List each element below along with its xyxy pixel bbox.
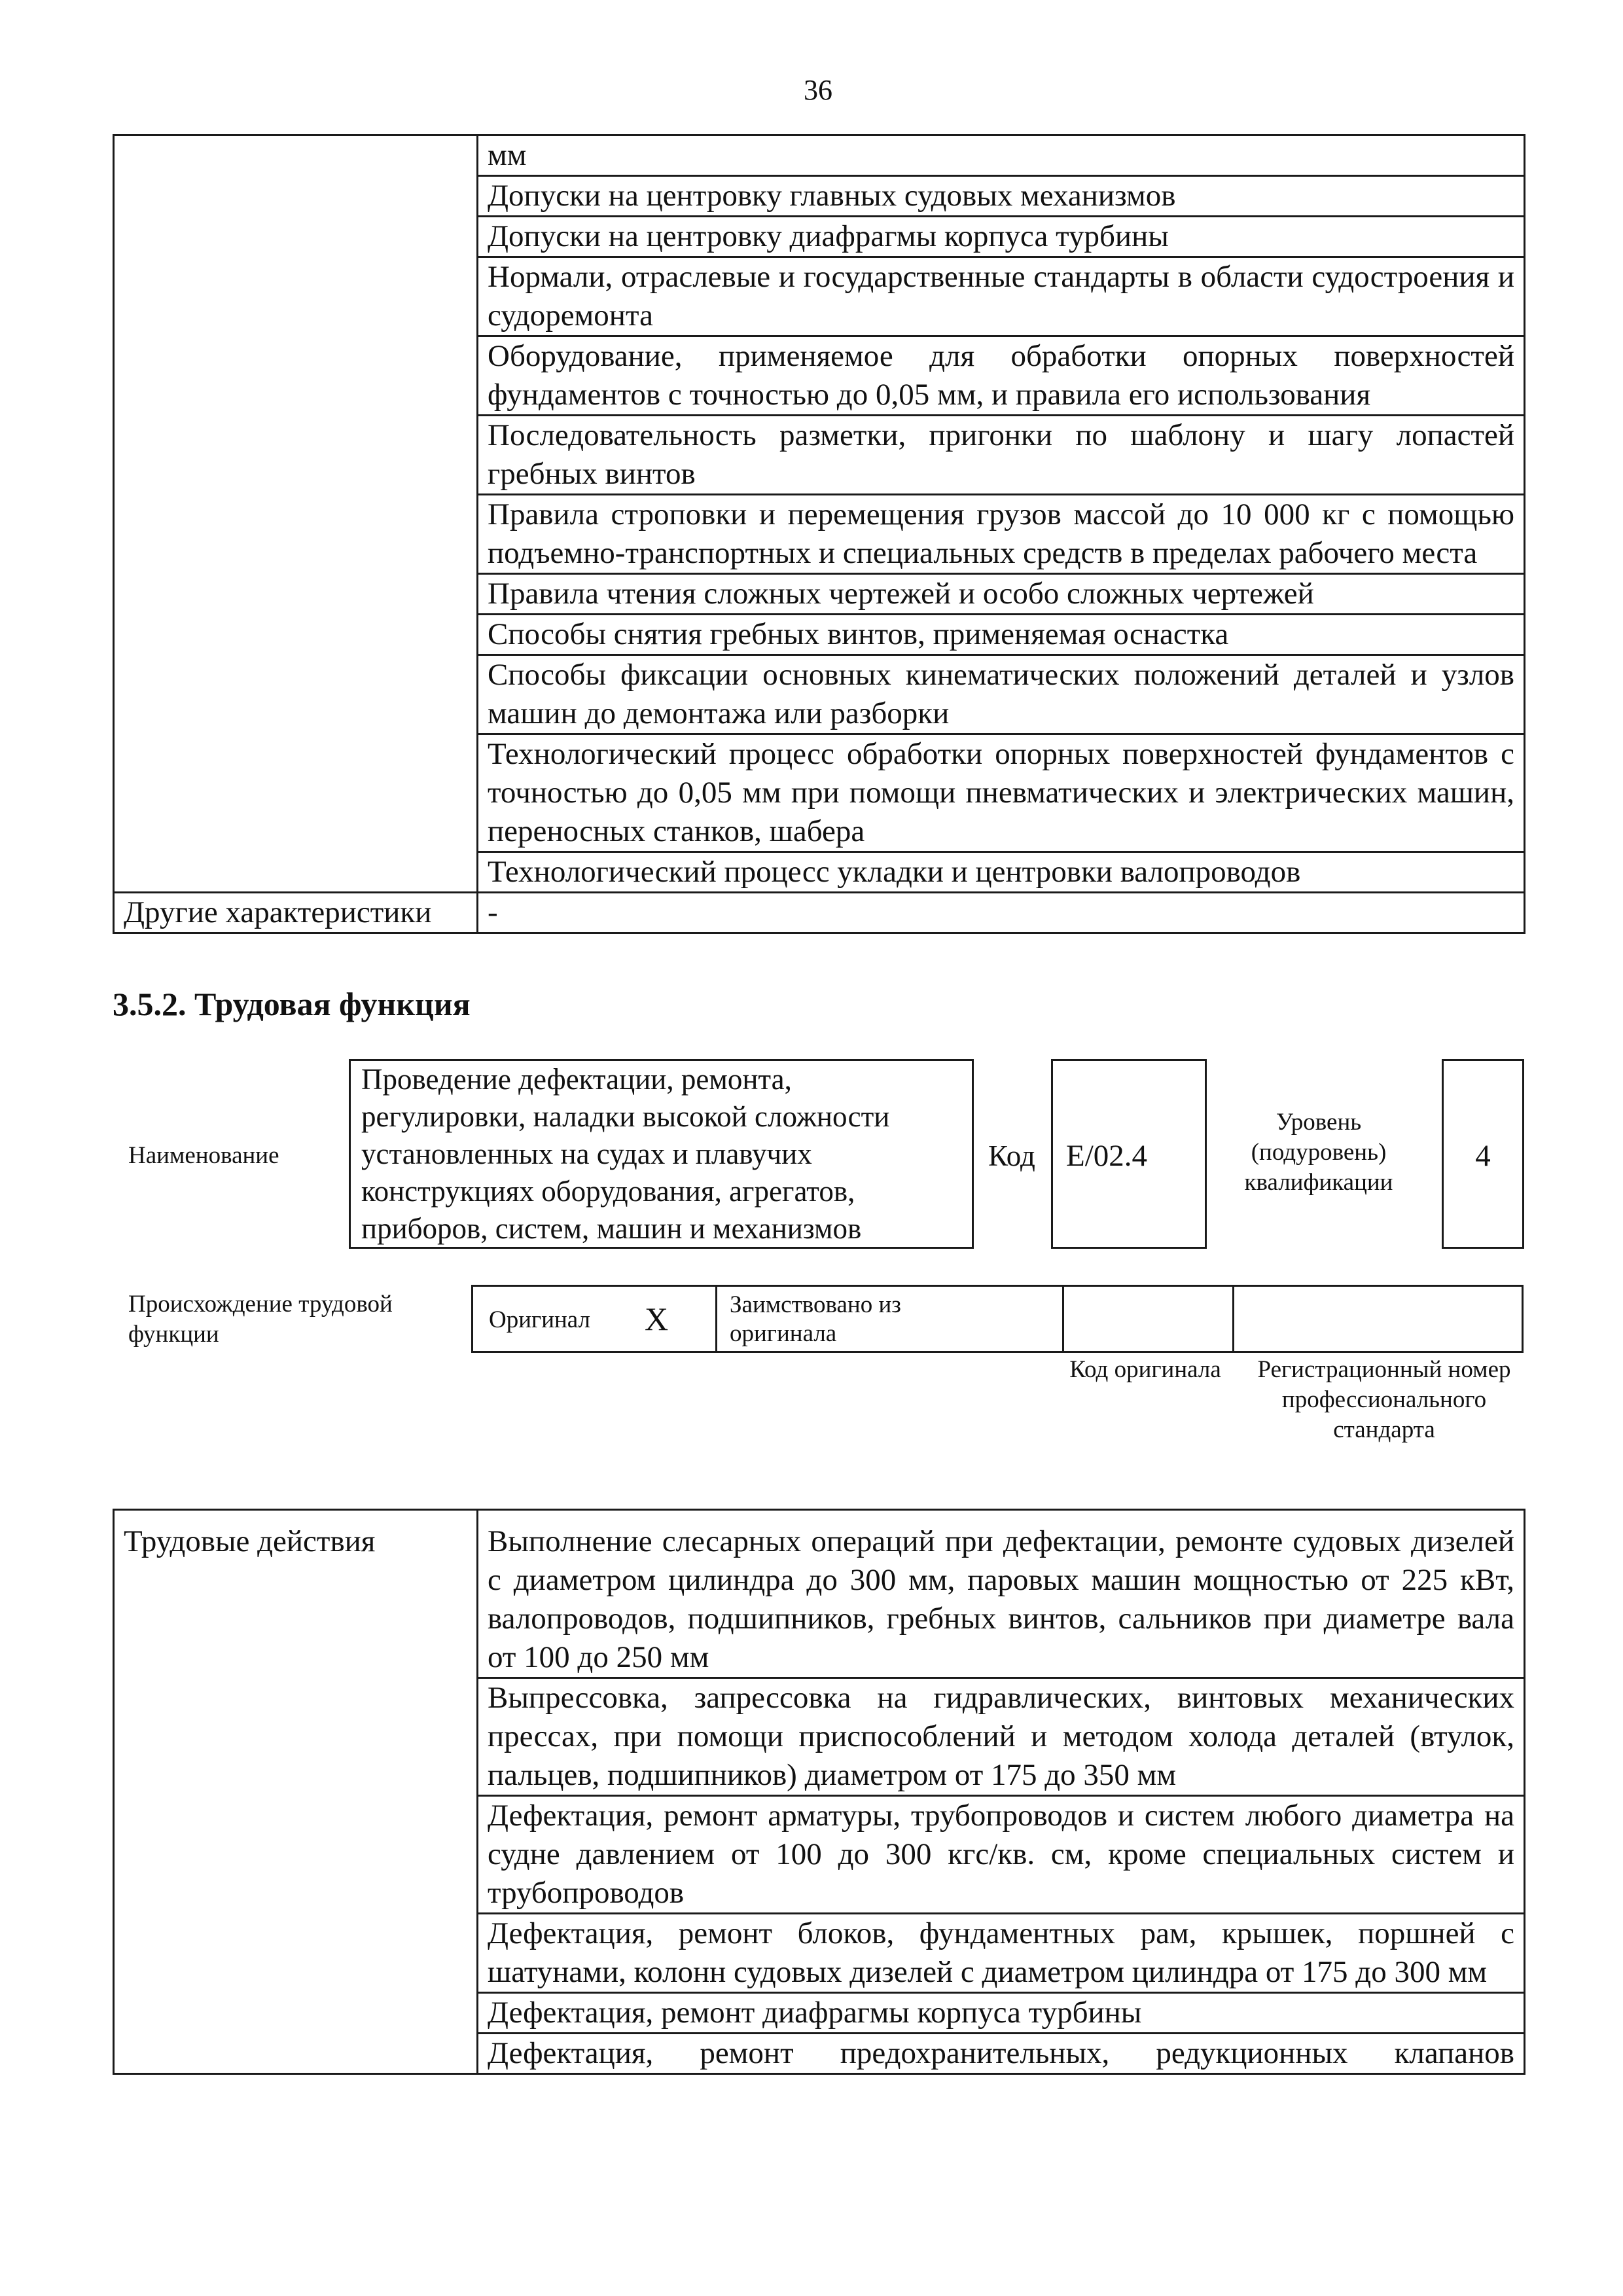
labor-actions-table: [113, 1509, 1525, 2075]
code-value: E/02.4: [1066, 1139, 1148, 1173]
knowledge-item: Нормали, отраслевые и государственные стандарты в области судостроения и судоремонта: [478, 257, 1525, 336]
other-characteristics-value: -: [478, 893, 1525, 933]
origin-label: Происхождение трудовой функции: [128, 1291, 393, 1348]
knowledge-item: Способы фиксации основных кинематических положений деталей и узлов машин до демонтажа или разборки: [478, 655, 1525, 734]
name-label: Наименование: [128, 1142, 279, 1169]
table-row: [114, 1510, 1525, 1678]
code-box: [1051, 1059, 1207, 1249]
knowledge-item: Правила чтения сложных чертежей и особо сложных чертежей: [478, 574, 1525, 615]
original-mark: X: [645, 1300, 669, 1337]
table-row: [114, 893, 1525, 933]
level-label: Уровень (подуровень) квалификации: [1244, 1109, 1393, 1196]
knowledge-item: Способы снятия гребных винтов, применяемая оснастка: [478, 615, 1525, 655]
code-label: Код: [988, 1139, 1035, 1172]
labor-actions-label: Трудовые действия: [114, 1510, 478, 2074]
labor-action-item: Дефектация, ремонт блоков, фундаментных рам, крышек, поршней с шатунами, колонн судовых дизелей с диаметром цилиндра от 175 до 300 мм: [478, 1914, 1525, 1993]
labor-action-item: Дефектация, ремонт предохранительных, редукционных клапанов: [478, 2034, 1525, 2074]
labor-action-item: Выпрессовка, запрессовка на гидравлических, винтовых механических прессах, при помощи приспособлений и методом холода деталей (втулок, пальцев, подшипников) диаметром от 175 до 350 мм: [478, 1678, 1525, 1796]
level-value: 4: [1475, 1139, 1491, 1173]
knowledge-item: Технологический процесс укладки и центровки валопроводов: [478, 852, 1525, 893]
knowledge-item: Оборудование, применяемое для обработки опорных поверхностей фундаментов с точностью до 0,05 мм, и правила его использования: [478, 336, 1525, 416]
registration-number-caption: Регистрационный номер профессионального стандарта: [1257, 1356, 1511, 1443]
function-name-box: [349, 1059, 974, 1249]
origin-table: [471, 1285, 1524, 1353]
level-box: [1442, 1059, 1524, 1249]
knowledge-table: [113, 134, 1525, 934]
labor-action-item: Выполнение слесарных операций при дефектации, ремонте судовых дизелей с диаметром цилиндра до 300 мм, паровых машин мощностью от 225 кВт, валопроводов, подшипников, гребных винтов, сальников при диаметре вала от 100 до 250 мм: [478, 1510, 1525, 1678]
table-row: [114, 135, 1525, 176]
original-label: Оригинал: [489, 1306, 591, 1333]
labor-action-item: Дефектация, ремонт арматуры, трубопроводов и систем любого диаметра на судне давлением от 100 до 300 кгс/кв. см, кроме специальных систем и трубопроводов: [478, 1796, 1525, 1914]
knowledge-item: мм: [478, 135, 1525, 176]
code-original-caption: Код оригинала: [1069, 1356, 1221, 1383]
knowledge-item: Технологический процесс обработки опорных поверхностей фундаментов с точностью до 0,05 мм при помощи пневматических и электрических машин, переносных станков, шабера: [478, 734, 1525, 852]
other-characteristics-label: Другие характеристики: [114, 893, 478, 933]
page-number: 36: [804, 74, 832, 106]
knowledge-label-cell: [114, 135, 478, 893]
labor-action-item: Дефектация, ремонт диафрагмы корпуса турбины: [478, 1993, 1525, 2034]
function-name-value: Проведение дефектации, ремонта, регулировки, наладки высокой сложности установленных на судах и плавучих конструкциях оборудования, агрегатов, приборов, систем, машин и механизмов: [361, 1063, 890, 1245]
knowledge-item: Последовательность разметки, пригонки по шаблону и шагу лопастей гребных винтов: [478, 416, 1525, 495]
divider: [1062, 1287, 1064, 1351]
knowledge-item: Правила строповки и перемещения грузов массой до 10 000 кг с помощью подъемно-транспортных и специальных средств в пределах рабочего места: [478, 495, 1525, 574]
divider: [715, 1287, 717, 1351]
code-original-cell: [1232, 1287, 1234, 1351]
knowledge-item: Допуски на центровку диафрагмы корпуса турбины: [478, 217, 1525, 257]
borrowed-label: Заимствовано из оригинала: [730, 1291, 901, 1347]
section-heading: 3.5.2. Трудовая функция: [113, 986, 471, 1022]
knowledge-item: Допуски на центровку главных судовых механизмов: [478, 176, 1525, 217]
